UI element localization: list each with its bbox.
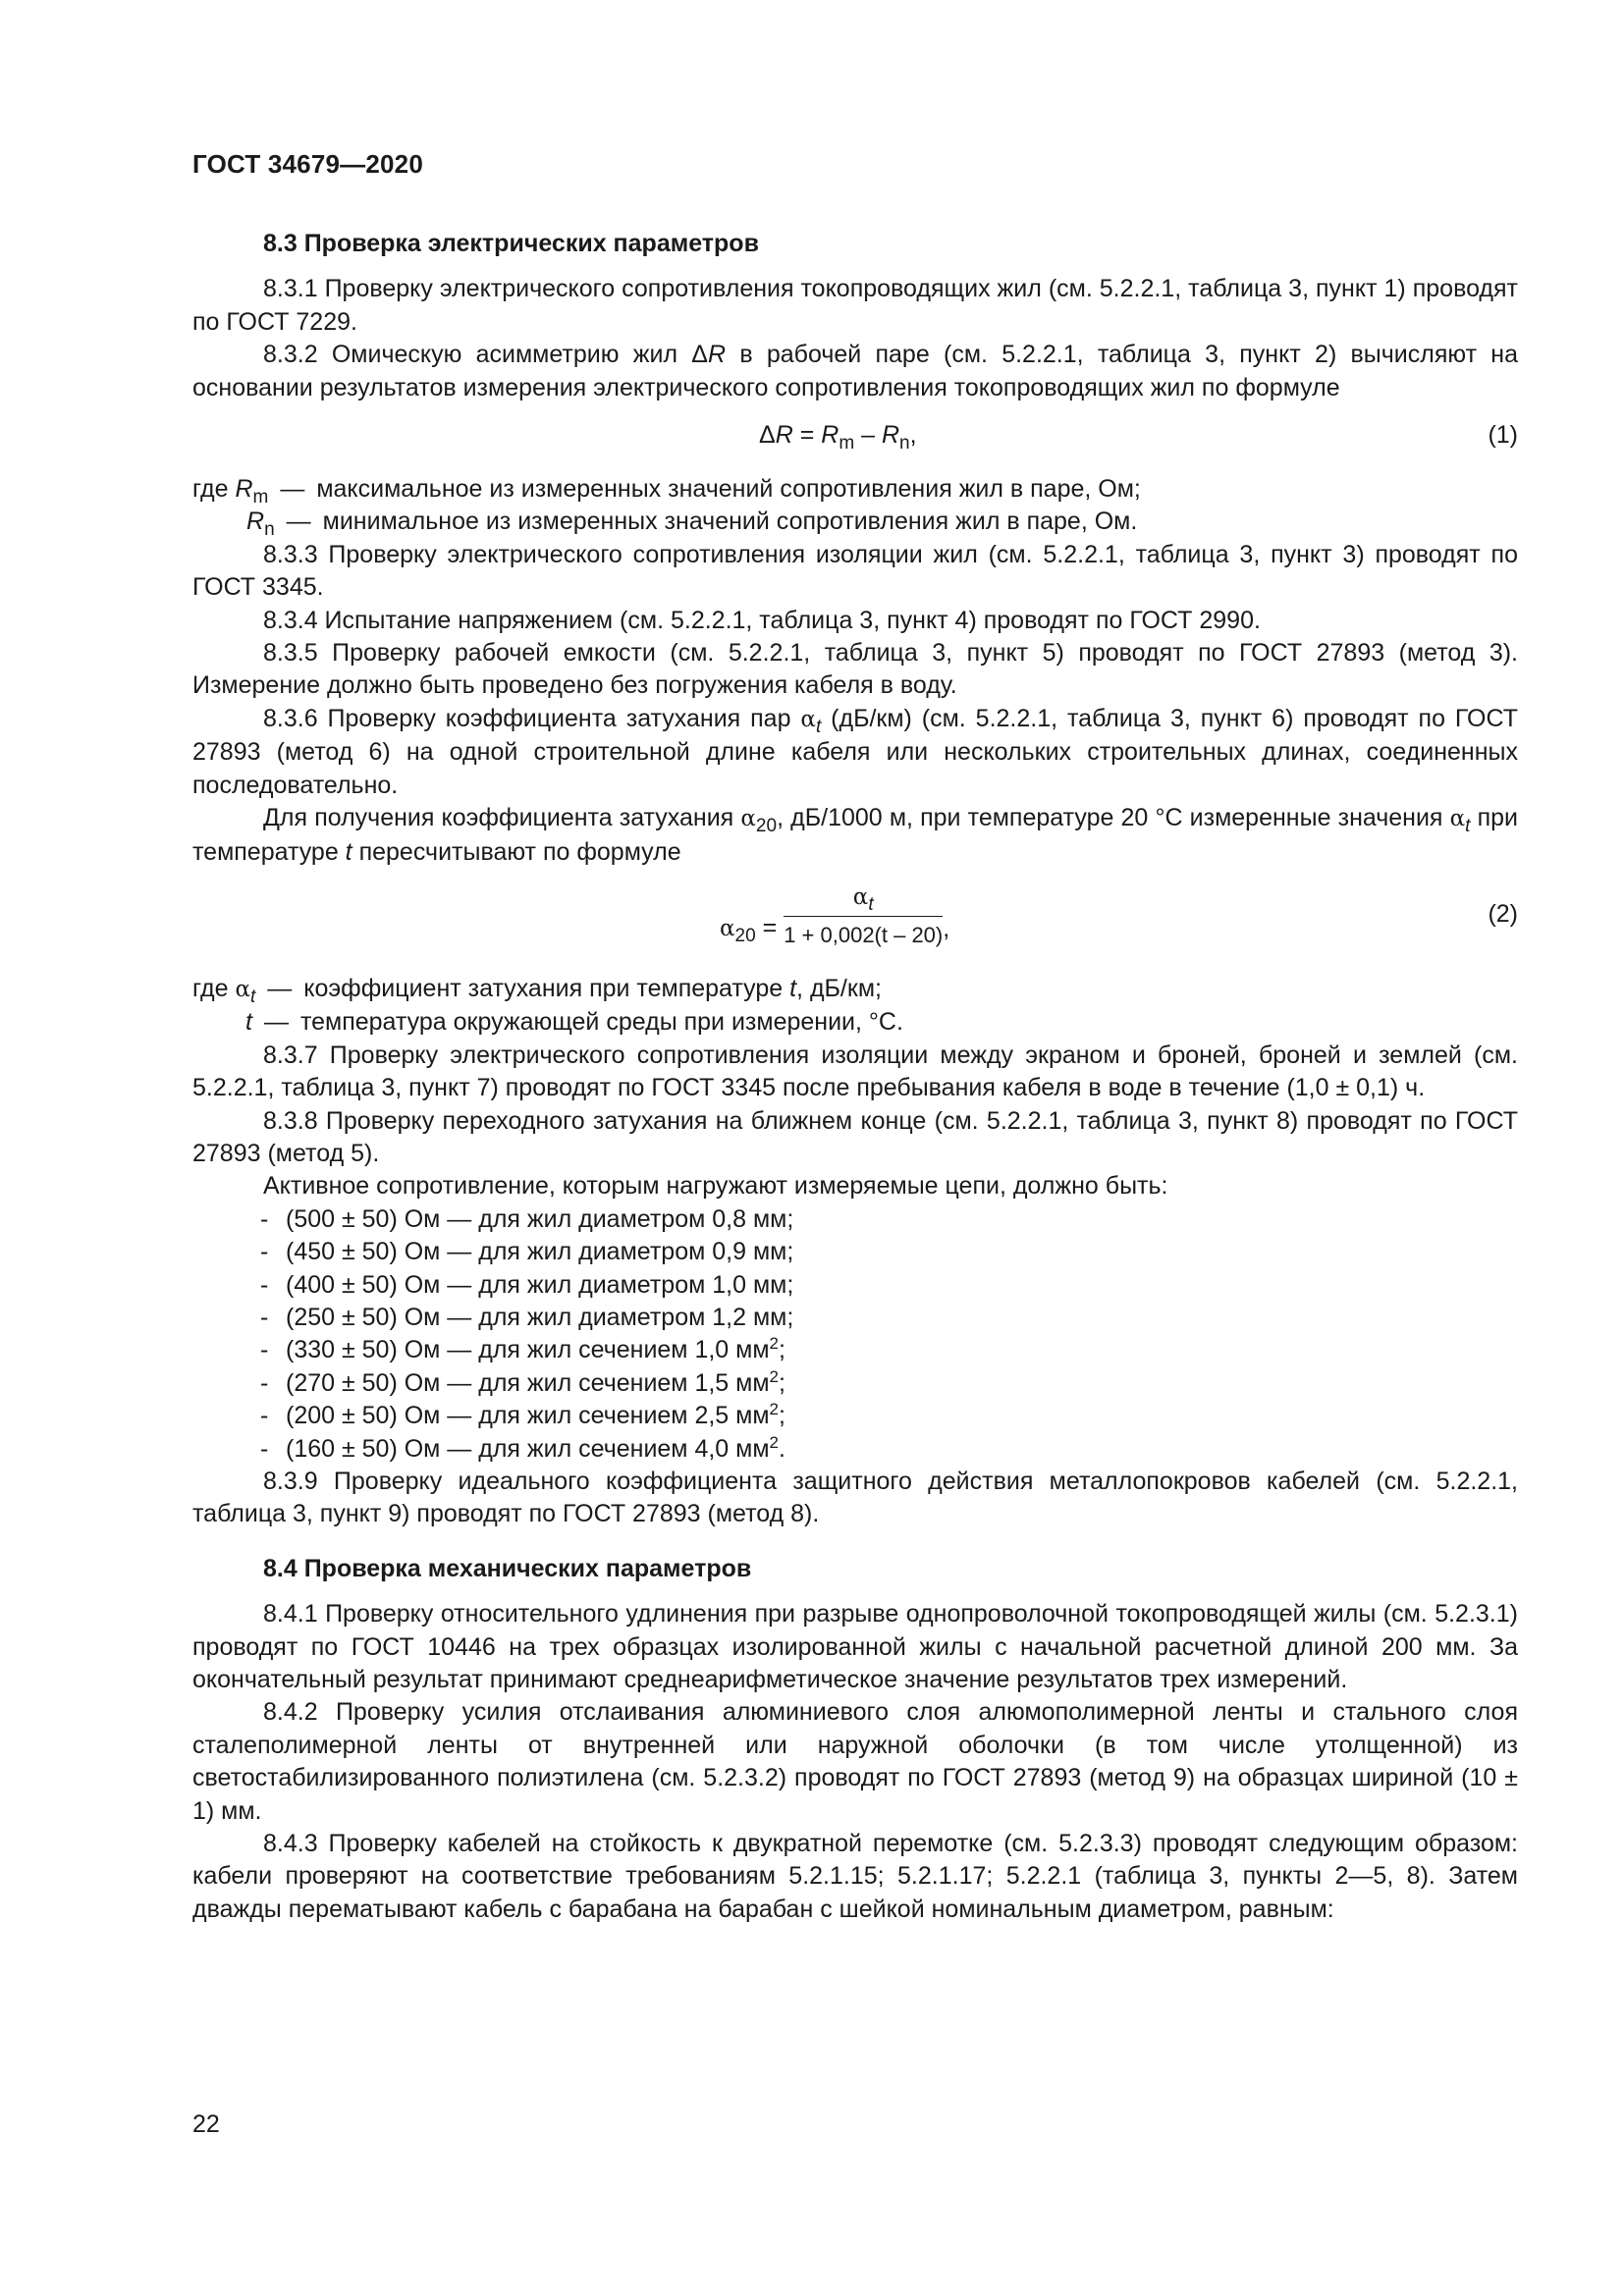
text-fragment: в рабочей паре (см. 5.2.2.1, таблица 3, пункт 2) вычисляют на основании результатов измерения электрического сопротивления токопроводящих жил по формуле [192,341,1519,401]
document-header: ГОСТ 34679—2020 [192,149,423,179]
list-item: - (400 ± 50) Ом — для жил диаметром 1,0 мм; [260,1270,794,1299]
paragraph-8-3-4: 8.3.4 Испытание напряжением (см. 5.2.2.1, таблица 3, пункт 4) проводят по ГОСТ 2990. [263,606,1261,634]
page-number: 22 [192,2110,220,2138]
section-heading-8-3: 8.3 Проверка электрических параметров [263,230,759,257]
paragraph-8-3-6: 8.3.6 Проверку коэффициента затухания пар $\alpha_t$ (дБ/км) (см. 5.2.2.1, таблица 3, пункт 6) проводят по ГОСТ 27893 (метод 6) на одной строительной длине кабеля или нескольких строительных длинах, соединенных последовательно. [192,704,1518,799]
formula-1-legend-r-m: где $R_m$ — максимальное из измеренных значений сопротивления жил в паре, Ом; [192,475,1141,508]
paragraph-8-3-1: 8.3.1 Проверку электрического сопротивления токопроводящих жил (см. 5.2.2.1, таблица 3, пункт 1) проводят по ГОСТ 7229. [192,275,1518,336]
resistance-list [192,1203,1518,1466]
section-heading-8-4: 8.4 Проверка механических параметров [263,1554,752,1582]
formula-2-numerator: $\alpha_t$ [784,881,943,917]
paragraph-8-4-2: 8.4.2 Проверку усилия отслаивания алюминиевого слоя алюмополимерной ленты и стального слоя сталеполимерной ленты от внутренней или наружной оболочки (в том числе утолщенной) из светостабилизированного полиэтилена (см. 5.2.3.2) проводят по ГОСТ 27893 (метод 9) на образцах шириной (10 ± 1) мм. [192,1698,1518,1825]
list-item: - (270 ± 50) Ом — для жил сечением 1,5 $мм^2$; [260,1366,785,1397]
paragraph-8-3-8: 8.3.8 Проверку переходного затухания на ближнем конце (см. 5.2.2.1, таблица 3, пункт 8) проводят по ГОСТ 27893 (метод 5). [192,1106,1518,1167]
paragraph-8-4-3: 8.4.3 Проверку кабелей на стойкость к двукратной перемотке (см. 5.2.3.3) проводят следующим образом: кабели проверяют на соответствие требованиям 5.2.1.15; 5.2.1.17; 5.2.2.1 (таблица 3, пункты 2—5, 8). Затем дважды перематывают кабель с барабана на барабан с шейкой номинальным диаметром, равным: [192,1830,1518,1923]
paragraph-8-3-2 [192,339,1518,404]
formula-2-number: (2) [1488,899,1518,928]
paragraph-8-3-5: 8.3.5 Проверку рабочей емкости (см. 5.2.2.1, таблица 3, пункт 5) проводят по ГОСТ 27893 (метод 3). Измерение должно быть проведено без погружения кабеля в воду. [192,639,1518,700]
formula-1-number: (1) [1488,421,1518,450]
paragraph-8-3-3: 8.3.3 Проверку электрического сопротивления изоляции жил (см. 5.2.2.1, таблица 3, пункт 3) проводят по ГОСТ 3345. [192,540,1518,602]
formula-2 [192,877,1518,967]
list-item: - (450 ± 50) Ом — для жил диаметром 0,9 мм; [260,1238,794,1266]
list-item: - (250 ± 50) Ом — для жил диаметром 1,2 мм; [260,1303,794,1331]
text-fragment: 8.3.2 Омическую асимметрию жил [263,341,692,369]
list-item: - (200 ± 50) Ом — для жил сечением 2,5 $мм^2$; [260,1400,785,1430]
formula-1-expression: $\Delta R = R_m - R_n$, [759,421,917,454]
formula-2-legend-alpha: где $\alpha_t$ — коэффициент затухания при температуре t, дБ/км; [192,974,882,1007]
list-item: - (500 ± 50) Ом — для жил диаметром 0,8 мм; [260,1204,794,1233]
formula-1 [192,411,1518,468]
formula-2-fraction [784,881,943,952]
paragraph-8-3-7: 8.3.7 Проверку электрического сопротивления изоляции между экраном и броней, броней и землей (см. 5.2.2.1, таблица 3, пункт 7) проводят по ГОСТ 3345 после пребывания кабеля в воде в течение (1,0 ± 0,1) ч. [192,1041,1518,1102]
paragraph-active-resistance: Активное сопротивление, которым нагружают измеряемые цепи, должно быть: [263,1172,1168,1201]
formula-1-legend-r-n: $R_n$ — минимальное из измеренных значений сопротивления жил в паре, Ом. [246,507,1138,541]
list-item: - (160 ± 50) Ом — для жил сечением 4,0 $мм^2$. [260,1432,785,1463]
formula-2-legend-t: t — температура окружающей среды при измерении, °C. [245,1008,903,1037]
symbol-delta: Δ [691,341,708,369]
paragraph-8-3-9: 8.3.9 Проверку идеального коэффициента защитного действия металлопокровов кабелей (см. 5.2.2.1, таблица 3, пункт 9) проводят по ГОСТ 27893 (метод 8). [192,1468,1518,1528]
paragraph-alpha-recalc: Для получения коэффициента затухания $\alpha_{20}$, дБ/1000 м, при температуре 20 °C измеренные значения $\alpha_t$ при температуре t пересчитывают по формуле [192,804,1518,866]
formula-2-expression: $\alpha_{20}$ = $\frac{\alpha_t}{1 + 0,002(t - 20)}$ , [720,877,949,967]
symbol-r: R [708,341,727,369]
formula-2-denominator: 1 + 0,002(t – 20) [784,923,944,948]
list-item: - (330 ± 50) Ом — для жил сечением 1,0 $мм^2$; [260,1334,785,1364]
paragraph-8-4-1: 8.4.1 Проверку относительного удлинения при разрыве однопроволочной токопроводящей жилы (см. 5.2.3.1) проводят по ГОСТ 10446 на трех образцах изолированной жилы с начальной расчетной длиной 200 мм. За окончательный результат принимают среднеарифметическое значение результатов трех измерений. [192,1600,1518,1694]
document-body [192,228,1518,1926]
